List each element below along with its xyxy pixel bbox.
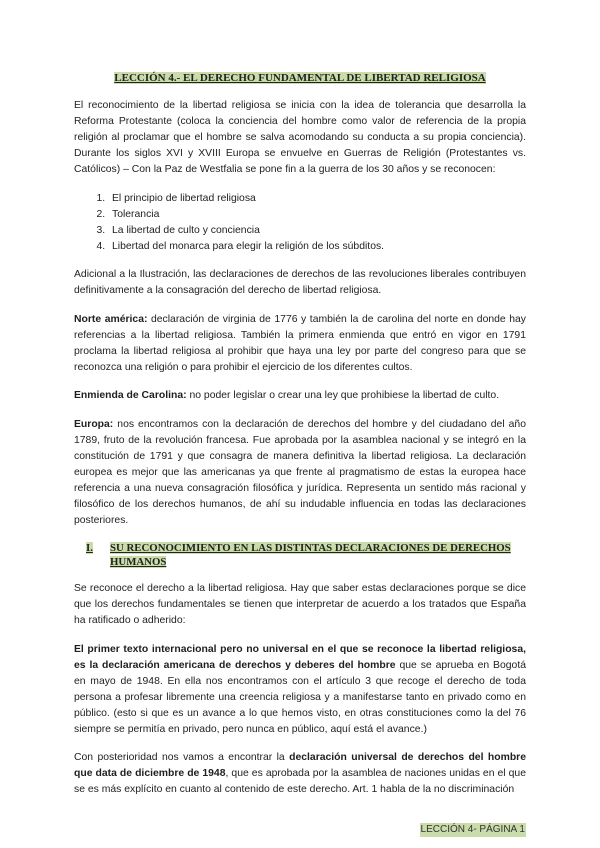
page-footer: LECCIÓN 4- PÁGINA 1 xyxy=(420,824,525,835)
list-item: 1. El principio de libertad religiosa xyxy=(108,191,526,207)
ilustracion-paragraph: Adicional a la Ilustración, las declaraciones de derechos de las revoluciones liberales contribuyen definitivamente a la consagración del derecho de libertad religiosa. xyxy=(74,269,526,296)
list-item: 3. La libertad de culto y conciencia xyxy=(108,223,526,239)
page-content xyxy=(74,70,526,811)
intro-paragraph: El reconocimiento de la libertad religiosa se inicia con la idea de tolerancia que desarrolla la Reforma Protestante (coloca la conciencia del hombre como valor de referencia de la propia religión al proclamar que el hombre se salva acomodando su conducta a su propia conciencia). Durante los siglos XVI y XVIII Europa se envuelve en Guerras de Religión (Protestantes vs. Católicos) – Con la Paz de Westfalia se pone fin a la guerra de los 30 años y se reconocen: xyxy=(74,100,526,175)
norte-america-paragraph: Norte américa: declaración de virginia de 1776 y también la de carolina del norte en donde hay referencias a la libertad religiosa. También la primera enmienda que entró en vigor en 1791 proclama la libertad religiosa al prohibir que haya una ley por parte del congreso para que se reconozca una religión o para prohibir el ejercicio de los diferentes cultos. xyxy=(74,313,526,373)
reconoce-paragraph: Se reconoce el derecho a la libertad religiosa. Hay que saber estas declaraciones porque se dice que los derechos fundamentales se tienen que interpretar de acuerdo a los tratados que España ha ratificado o adherido: xyxy=(74,583,526,626)
enmienda-paragraph: Enmienda de Carolina: no poder legislar o crear una ley que prohibiese la libertad de culto. xyxy=(74,390,500,401)
recognized-list xyxy=(74,191,526,255)
section-title: SU RECONOCIMIENTO EN LAS DISTINTAS DECLARACIONES DE DERECHOS HUMANOS xyxy=(110,542,511,568)
posterior-paragraph: Con posterioridad nos vamos a encontrar la declaración universal de derechos del hombre que data de diciembre de 1948, que es aprobada por la asamblea de naciones unidas en el que se es más explícito en cuanto al contenido de este derecho. Art. 1 habla de la no discriminación xyxy=(74,752,526,795)
list-item: 2. Tolerancia xyxy=(108,207,526,223)
enmienda-label: Enmienda de Carolina: xyxy=(74,390,187,401)
europa-paragraph: Europa: nos encontramos con la declaración de derechos del hombre y del ciudadano del año 1789, fruto de la revolución francesa. Fue aprobada por la asamblea nacional y se integró en la constitución de 1791 y que consagra de manera definitiva la libertad religiosa. La declaración europea es mejor que las americanas ya que frente al pragmatismo de estas la europea hace referencia a una nueva consagración filosófica y jurídica. Representa un sentido más racional y filosófico de los derechos humanos, de ahí su indudable influencia en todas las declaraciones posteriores. xyxy=(74,418,526,526)
primer-texto-bold: El primer texto internacional pero no universal en el que se reconoce la libertad religiosa, es la declaración americana de derechos y deberes del hombre xyxy=(74,643,526,671)
page-title: LECCIÓN 4.- EL DERECHO FUNDAMENTAL DE LIBERTAD RELIGIOSA xyxy=(114,72,486,84)
norte-america-label: Norte américa: xyxy=(74,313,148,325)
europa-label: Europa: xyxy=(74,418,114,430)
section-heading xyxy=(74,541,526,569)
list-item: 4. Libertad del monarca para elegir la religión de los súbditos. xyxy=(108,239,526,255)
section-number: I. xyxy=(86,542,93,554)
primer-texto-paragraph: El primer texto internacional pero no universal en el que se reconoce la libertad religiosa, es la declaración americana de derechos y deberes del hombre que se aprueba en Bogotá en mayo de 1948. En ella nos encontramos con el artículo 3 que recoge el derecho de toda persona a profesar libremente una creencia religiosa y a manifestarse tanto en privado como en público. (esto si que es un avance a lo que hemos visto, en otras constituciones como la del 76 siempre se permitía en privado, pero nunca en público, aquí está el avance.) xyxy=(74,643,526,735)
declaracion-universal-bold: declaración universal de derechos del hombre que data de diciembre de 1948 xyxy=(74,752,526,779)
